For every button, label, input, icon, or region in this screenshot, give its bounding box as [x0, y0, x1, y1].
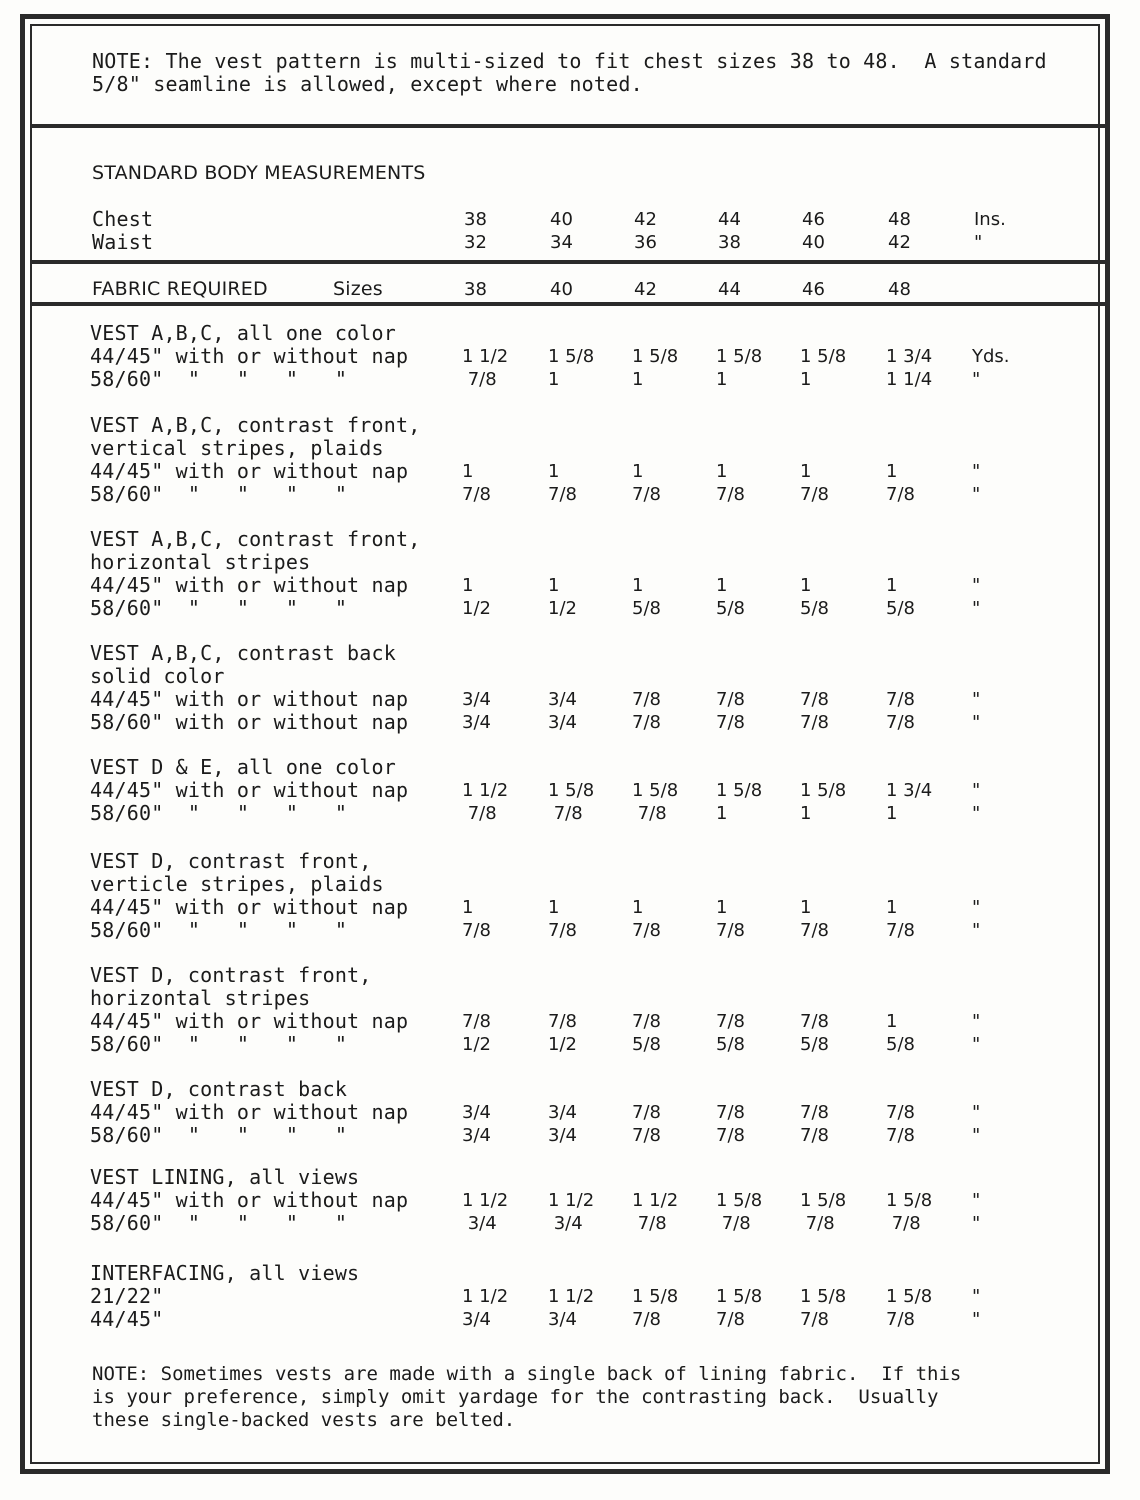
fabric-yardage-value: 5/8: [716, 598, 745, 619]
measurement-unit: ": [974, 232, 983, 253]
fabric-row-label: 58/60" " " " ": [90, 1123, 348, 1147]
fabric-size-header: 44: [718, 279, 741, 300]
fabric-yardage-value: 1 5/8: [886, 1190, 933, 1211]
fabric-row-label: 58/60" " " " ": [90, 367, 348, 391]
fabric-yardage-value: 7/8: [800, 484, 829, 505]
fabric-yardage-value: 1: [548, 369, 560, 390]
fabric-row-label: 44/45" with or without nap: [90, 459, 409, 483]
fabric-yardage-value: 1: [548, 575, 560, 596]
fabric-row-label: 58/60" " " " ": [90, 918, 348, 942]
fabric-yardage-value: 1: [886, 461, 898, 482]
fabric-row-unit: ": [972, 780, 981, 801]
fabric-yardage-value: 7/8: [886, 689, 915, 710]
fabric-yardage-value: 7/8: [800, 689, 829, 710]
fabric-yardage-value: 5/8: [886, 598, 915, 619]
fabric-row-unit: ": [972, 1034, 981, 1055]
fabric-yardage-value: 1: [886, 897, 898, 918]
fabric-yardage-value: 1 5/8: [716, 346, 763, 367]
fabric-yardage-value: 3/4: [548, 1213, 583, 1234]
fabric-yardage-value: 7/8: [632, 1102, 661, 1123]
fabric-yardage-value: 7/8: [632, 1213, 667, 1234]
fabric-yardage-value: 1 3/4: [886, 780, 933, 801]
fabric-row-label: 44/45" with or without nap: [90, 687, 409, 711]
fabric-row-label: 58/60" " " " ": [90, 1211, 348, 1235]
fabric-yardage-value: 1 5/8: [716, 1190, 763, 1211]
fabric-yardage-value: 7/8: [632, 1011, 661, 1032]
fabric-row-label: 21/22": [90, 1284, 164, 1308]
fabric-yardage-value: 7/8: [632, 484, 661, 505]
fabric-yardage-value: 7/8: [632, 689, 661, 710]
fabric-yardage-value: 1 1/4: [886, 369, 933, 390]
fabric-yardage-value: 7/8: [632, 712, 661, 733]
fabric-group-title: VEST A,B,C, all one color: [90, 321, 397, 345]
fabric-yardage-value: 5/8: [632, 1034, 661, 1055]
fabric-yardage-value: 1 5/8: [632, 346, 679, 367]
fabric-yardage-value: 3/4: [462, 1125, 491, 1146]
fabric-group-title: VEST D, contrast front,: [90, 963, 372, 987]
fabric-yardage-value: 1: [632, 461, 644, 482]
fabric-row-label: 44/45" with or without nap: [90, 1188, 409, 1212]
fabric-group-title: vertical stripes, plaids: [90, 436, 384, 460]
fabric-group-title: VEST A,B,C, contrast front,: [90, 413, 421, 437]
fabric-yardage-value: 7/8: [716, 712, 745, 733]
fabric-yardage-value: 7/8: [800, 1125, 829, 1146]
fabric-yardage-value: 1 1/2: [462, 780, 509, 801]
fabric-yardage-value: 7/8: [632, 1309, 661, 1330]
fabric-size-header: 38: [464, 279, 487, 300]
measurement-value: 38: [718, 232, 741, 253]
fabric-yardage-value: 7/8: [800, 1011, 829, 1032]
fabric-yardage-value: 7/8: [716, 1011, 745, 1032]
fabric-yardage-value: 1 5/8: [632, 780, 679, 801]
fabric-row-unit: ": [972, 484, 981, 505]
fabric-yardage-value: 3/4: [548, 1309, 577, 1330]
fabric-yardage-value: 5/8: [632, 598, 661, 619]
fabric-row-label: 44/45" with or without nap: [90, 573, 409, 597]
measurement-value: 40: [550, 209, 573, 230]
bottom-note-line-3: these single-backed vests are belted.: [92, 1409, 516, 1431]
measurement-value: 42: [634, 209, 657, 230]
measurement-label: Chest: [92, 207, 154, 231]
fabric-row-unit: ": [972, 1309, 981, 1330]
fabric-group-title: horizontal stripes: [90, 550, 311, 574]
fabric-yardage-value: 1 1/2: [462, 346, 509, 367]
fabric-group-title: INTERFACING, all views: [90, 1261, 360, 1285]
fabric-yardage-value: 7/8: [462, 920, 491, 941]
fabric-yardage-value: 1 5/8: [716, 1286, 763, 1307]
fabric-yardage-value: 5/8: [800, 1034, 829, 1055]
fabric-row-unit: ": [972, 1213, 981, 1234]
fabric-yardage-value: 1: [632, 575, 644, 596]
top-note-line-1: NOTE: The vest pattern is multi-sized to fit chest sizes 38 to 48. A standard: [92, 49, 1047, 73]
fabric-row-unit: ": [972, 1286, 981, 1307]
fabric-yardage-value: 7/8: [800, 1309, 829, 1330]
fabric-row-unit: ": [972, 803, 981, 824]
fabric-row-unit: ": [972, 689, 981, 710]
fabric-yardage-value: 7/8: [462, 484, 491, 505]
fabric-yardage-value: 7/8: [548, 920, 577, 941]
fabric-group-title: verticle stripes, plaids: [90, 872, 384, 896]
fabric-yardage-value: 1/2: [462, 598, 491, 619]
fabric-row-unit: ": [972, 897, 981, 918]
fabric-row-unit: ": [972, 598, 981, 619]
divider-measurements: [30, 260, 1110, 264]
fabric-row-label: 44/45" with or without nap: [90, 1009, 409, 1033]
fabric-group-title: VEST A,B,C, contrast front,: [90, 527, 421, 551]
fabric-yardage-value: 1: [800, 803, 812, 824]
fabric-row-label: 44/45" with or without nap: [90, 1100, 409, 1124]
fabric-yardage-value: 1 5/8: [548, 780, 595, 801]
fabric-row-label: 58/60" " " " ": [90, 1032, 348, 1056]
fabric-yardage-value: 1: [548, 897, 560, 918]
fabric-yardage-value: 1: [462, 897, 474, 918]
fabric-yardage-value: 7/8: [462, 803, 497, 824]
measurement-unit: Ins.: [974, 209, 1006, 230]
fabric-yardage-value: 1: [800, 575, 812, 596]
measurement-value: 46: [802, 209, 825, 230]
fabric-row-unit: ": [972, 1125, 981, 1146]
fabric-yardage-value: 1: [632, 897, 644, 918]
fabric-yardage-value: 1: [548, 461, 560, 482]
fabric-yardage-value: 7/8: [886, 1213, 921, 1234]
fabric-yardage-value: 3/4: [548, 689, 577, 710]
fabric-yardage-value: 3/4: [548, 1125, 577, 1146]
fabric-yardage-value: 5/8: [716, 1034, 745, 1055]
fabric-yardage-value: 7/8: [632, 803, 667, 824]
fabric-row-label: 58/60" " " " ": [90, 801, 348, 825]
top-note-line-2: 5/8" seamline is allowed, except where noted.: [92, 72, 643, 96]
fabric-yardage-value: 1: [800, 369, 812, 390]
divider-note: [30, 124, 1110, 128]
fabric-size-header: 42: [634, 279, 657, 300]
fabric-group-title: VEST D & E, all one color: [90, 755, 397, 779]
fabric-yardage-value: 7/8: [886, 920, 915, 941]
fabric-yardage-value: 1/2: [548, 598, 577, 619]
fabric-row-unit: ": [972, 712, 981, 733]
fabric-yardage-value: 5/8: [886, 1034, 915, 1055]
fabric-yardage-value: 7/8: [800, 920, 829, 941]
fabric-row-unit: ": [972, 1102, 981, 1123]
fabric-yardage-value: 7/8: [886, 1102, 915, 1123]
fabric-yardage-value: 3/4: [462, 1102, 491, 1123]
fabric-yardage-value: 7/8: [800, 712, 829, 733]
fabric-yardage-value: 7/8: [462, 1011, 491, 1032]
fabric-yardage-value: 7/8: [886, 484, 915, 505]
measurement-value: 36: [634, 232, 657, 253]
fabric-yardage-value: 1: [886, 575, 898, 596]
fabric-yardage-value: 7/8: [800, 1102, 829, 1123]
fabric-yardage-value: 7/8: [716, 689, 745, 710]
fabric-row-unit: ": [972, 369, 981, 390]
fabric-yardage-value: 1: [886, 803, 898, 824]
fabric-row-unit: Yds.: [972, 346, 1010, 367]
fabric-yardage-value: 1: [716, 461, 728, 482]
fabric-yardage-value: 1 5/8: [632, 1286, 679, 1307]
fabric-row-unit: ": [972, 920, 981, 941]
fabric-row-label: 44/45" with or without nap: [90, 344, 409, 368]
fabric-yardage-value: 7/8: [462, 369, 497, 390]
fabric-yardage-value: 1 3/4: [886, 346, 933, 367]
fabric-row-unit: ": [972, 1011, 981, 1032]
fabric-yardage-value: 1: [800, 461, 812, 482]
fabric-yardage-value: 7/8: [632, 1125, 661, 1146]
fabric-yardage-value: 7/8: [548, 484, 577, 505]
fabric-yardage-value: 7/8: [886, 1309, 915, 1330]
fabric-yardage-value: 1 5/8: [800, 1286, 847, 1307]
fabric-size-header: 46: [802, 279, 825, 300]
measurement-value: 40: [802, 232, 825, 253]
fabric-yardage-value: 1 1/2: [548, 1286, 595, 1307]
fabric-row-label: 58/60" " " " ": [90, 596, 348, 620]
body-measurements-title: STANDARD BODY MEASUREMENTS: [92, 162, 426, 184]
fabric-yardage-value: 1: [462, 461, 474, 482]
measurement-value: 34: [550, 232, 573, 253]
fabric-row-label: 58/60" with or without nap: [90, 710, 409, 734]
fabric-yardage-value: 7/8: [800, 1213, 835, 1234]
fabric-yardage-value: 1: [462, 575, 474, 596]
fabric-yardage-value: 7/8: [716, 1213, 751, 1234]
divider-fabric-header: [30, 302, 1110, 306]
measurement-value: 48: [888, 209, 911, 230]
fabric-yardage-value: 1 1/2: [462, 1190, 509, 1211]
measurement-value: 38: [464, 209, 487, 230]
bottom-note-line-2: is your preference, simply omit yardage for the contrasting back. Usually: [92, 1386, 939, 1408]
fabric-yardage-value: 7/8: [716, 920, 745, 941]
fabric-yardage-value: 1 5/8: [716, 780, 763, 801]
fabric-yardage-value: 7/8: [886, 1125, 915, 1146]
bottom-note-line-1: NOTE: Sometimes vests are made with a single back of lining fabric. If this: [92, 1363, 962, 1385]
fabric-group-title: VEST A,B,C, contrast back: [90, 641, 397, 665]
measurement-value: 44: [718, 209, 741, 230]
measurement-value: 42: [888, 232, 911, 253]
fabric-row-label: 44/45": [90, 1307, 164, 1331]
measurement-value: 32: [464, 232, 487, 253]
fabric-yardage-value: 7/8: [886, 712, 915, 733]
fabric-yardage-value: 3/4: [548, 712, 577, 733]
fabric-group-title: VEST D, contrast back: [90, 1077, 348, 1101]
fabric-row-unit: ": [972, 575, 981, 596]
fabric-row-label: 58/60" " " " ": [90, 482, 348, 506]
fabric-yardage-value: 3/4: [462, 1213, 497, 1234]
fabric-yardage-value: 1: [716, 369, 728, 390]
fabric-group-title: VEST D, contrast front,: [90, 849, 372, 873]
fabric-yardage-value: 3/4: [462, 1309, 491, 1330]
fabric-yardage-value: 3/4: [462, 689, 491, 710]
fabric-yardage-value: 1: [800, 897, 812, 918]
fabric-group-title: VEST LINING, all views: [90, 1165, 360, 1189]
fabric-yardage-value: 1 5/8: [886, 1286, 933, 1307]
fabric-yardage-value: 7/8: [716, 1309, 745, 1330]
fabric-group-title: solid color: [90, 664, 225, 688]
fabric-yardage-value: 1/2: [462, 1034, 491, 1055]
fabric-yardage-value: 5/8: [800, 598, 829, 619]
fabric-yardage-value: 7/8: [716, 1125, 745, 1146]
fabric-yardage-value: 1: [886, 1011, 898, 1032]
fabric-group-title: horizontal stripes: [90, 986, 311, 1010]
fabric-yardage-value: 7/8: [716, 1102, 745, 1123]
fabric-yardage-value: 7/8: [716, 484, 745, 505]
fabric-row-unit: ": [972, 1190, 981, 1211]
fabric-required-label: FABRIC REQUIRED: [92, 278, 268, 300]
fabric-yardage-value: 1: [716, 575, 728, 596]
fabric-size-header: 40: [550, 279, 573, 300]
fabric-row-label: 44/45" with or without nap: [90, 895, 409, 919]
fabric-yardage-value: 3/4: [462, 712, 491, 733]
fabric-yardage-value: 1: [632, 369, 644, 390]
fabric-yardage-value: 1/2: [548, 1034, 577, 1055]
fabric-yardage-value: 3/4: [548, 1102, 577, 1123]
fabric-yardage-value: 1 1/2: [632, 1190, 679, 1211]
sizes-label: Sizes: [333, 278, 383, 300]
fabric-yardage-value: 1 5/8: [800, 1190, 847, 1211]
measurement-label: Waist: [92, 230, 154, 254]
fabric-yardage-value: 1 5/8: [800, 780, 847, 801]
fabric-row-label: 44/45" with or without nap: [90, 778, 409, 802]
fabric-yardage-value: 1 1/2: [462, 1286, 509, 1307]
fabric-row-unit: ": [972, 461, 981, 482]
fabric-yardage-value: 1 1/2: [548, 1190, 595, 1211]
fabric-yardage-value: 1: [716, 897, 728, 918]
fabric-yardage-value: 7/8: [548, 803, 583, 824]
fabric-yardage-value: 7/8: [632, 920, 661, 941]
fabric-yardage-value: 1 5/8: [548, 346, 595, 367]
fabric-yardage-value: 1 5/8: [800, 346, 847, 367]
fabric-yardage-value: 1: [716, 803, 728, 824]
fabric-size-header: 48: [888, 279, 911, 300]
fabric-yardage-value: 7/8: [548, 1011, 577, 1032]
